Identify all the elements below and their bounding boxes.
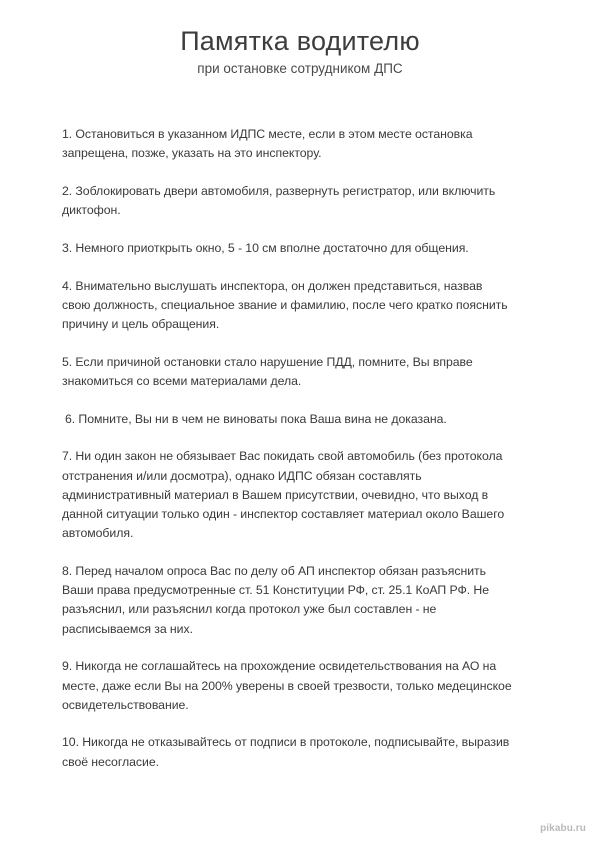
- page-title: Памятка водителю: [180, 26, 420, 56]
- memo-item: 9. Никогда не соглашайтесь на прохождение освидетельствования на АО на месте, даже если Вы на 200% уверены в своей трезвости, только медецинское освидетельствование.: [62, 659, 512, 712]
- memo-item: 3. Немного приоткрыть окно, 5 - 10 см вполне достаточно для общения.: [62, 241, 469, 256]
- document-header: [0, 0, 600, 77]
- page-subtitle: при остановке сотрудником ДПС: [197, 61, 403, 77]
- memo-item: 2. Зоблокировать двери автомобиля, развернуть регистратор, или включить диктофон.: [62, 184, 496, 218]
- memo-item: 8. Перед началом опроса Вас по делу об АП инспектор обязан разъяснить Ваши права предусмотренные ст. 51 Конституции РФ, ст. 25.1 КоАП РФ. Не разъяснил, или разъяснил когда протокол уже был составлен - не расписываемся за них.: [62, 563, 490, 636]
- memo-item: 7. Ни один закон не обязывает Вас покидать свой автомобиль (без протокола отстранения и/или досмотра), однако ИДПС обязан составлять административный материал в Вашем присутствии, очевидно, что выход в данной ситуации только один - инспектор составляет материал около Вашего автомобиля.: [62, 449, 505, 541]
- watermark: pikabu.ru: [540, 823, 586, 834]
- memo-item: 1. Остановиться в указанном ИДПС месте, если в этом месте остановка запрещена, позже, указать на это инспектору.: [62, 127, 473, 161]
- memo-item: 4. Внимательно выслушать инспектора, он должен представиться, назвав свою должность, специальное звание и фамилию, после чего кратко пояснить причину и цель обращения.: [62, 278, 508, 332]
- memo-item: 10. Никогда не отказывайтесь от подписи в протоколе, подписывайте, выразив своё несогласие.: [62, 735, 510, 769]
- memo-item: 6. Помните, Вы ни в чем не виноваты пока Ваша вина не доказана.: [65, 411, 447, 426]
- memo-item-list: [0, 125, 600, 772]
- memo-item: 5. Если причиной остановки стало нарушение ПДД, помните, Вы вправе знакомиться со всеми материалами дела.: [62, 354, 473, 389]
